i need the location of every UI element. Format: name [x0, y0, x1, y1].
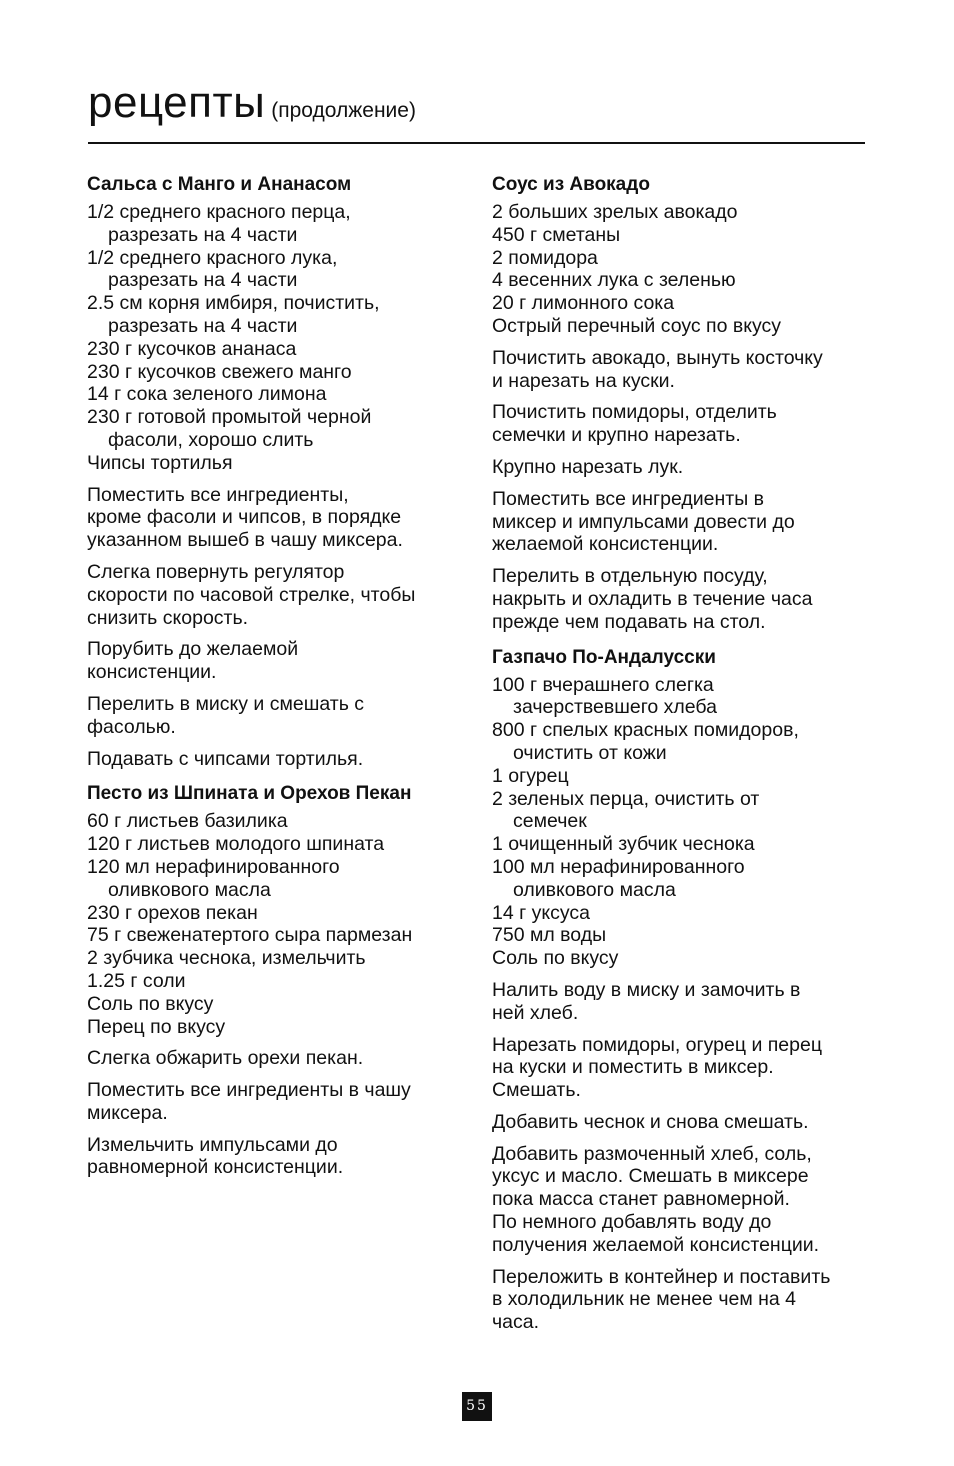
instruction-step: Порубить до желаемой консистенции. — [87, 638, 299, 684]
ingredient-item: 1.25 г соли — [87, 969, 186, 992]
ingredient-item: Перец по вкусу — [87, 1015, 226, 1038]
instruction-step: Добавить чеснок и снова смешать. — [492, 1110, 809, 1133]
ingredient-item: 100 мл нерафинированного оливкового масла — [492, 855, 745, 901]
ingredient-item: Соль по вкусу — [87, 992, 214, 1015]
ingredient-list — [87, 810, 472, 1038]
instruction-step: Перелить в миску и смешать с фасолью. — [87, 692, 365, 738]
recipe-salsa — [87, 173, 472, 770]
instruction-step: Почистить авокадо, вынуть косточку и нарезать на куски. — [492, 346, 823, 392]
instruction-list — [492, 979, 877, 1334]
instruction-step: Переложить в контейнер и поставить в холодильник не менее чем на 4 часа. — [492, 1265, 831, 1334]
ingredient-item: 800 г спелых красных помидоров, очистить от кожи — [492, 719, 799, 764]
ingredient-item: 2 зеленых перца, очистить от семечек — [492, 787, 760, 833]
ingredient-item: 60 г листьев базилика — [87, 810, 288, 833]
ingredient-item: 14 г сока зеленого лимона — [87, 383, 327, 406]
instruction-step: Налить воду в миску и замочить в ней хлеб. — [492, 978, 801, 1024]
ingredient-item: 230 г кусочков свежего манго — [87, 360, 352, 383]
instruction-step: Подавать с чипсами тортилья. — [87, 747, 364, 770]
ingredient-item: 1 огурец — [492, 764, 569, 787]
ingredient-item: 450 г сметаны — [492, 223, 621, 246]
page-title: рецепты — [88, 78, 266, 127]
instruction-list — [492, 347, 877, 634]
instruction-step: Поместить все ингредиенты в миксер и импульсами довести до желаемой консистенции. — [492, 487, 795, 556]
page-subtitle: (продолжение) — [271, 99, 416, 122]
instruction-step: Измельчить импульсами до равномерной консистенции. — [87, 1133, 344, 1179]
ingredient-item: Чипсы тортилья — [87, 451, 233, 474]
instruction-step: Слегка обжарить орехи пекан. — [87, 1047, 364, 1070]
ingredient-item: 20 г лимонного сока — [492, 292, 675, 315]
recipe-title: Сальса с Манго и Ананасом — [87, 174, 352, 195]
instruction-step: Слегка повернуть регулятор скорости по часовой стрелке, чтобы снизить скорость. — [87, 560, 416, 629]
ingredient-item: 14 г уксуса — [492, 901, 591, 924]
ingredient-item: 2 помидора — [492, 246, 598, 269]
ingredient-list — [492, 674, 877, 970]
ingredient-item: 75 г свеженатертого сыра пармезан — [87, 924, 413, 947]
right-column — [492, 173, 877, 1334]
recipe-title: Соус из Авокадо — [492, 174, 650, 195]
ingredient-item: 1/2 среднего красного перца, разрезать на 4 части — [87, 201, 351, 246]
ingredient-item: Острый перечный соус по вкусу — [492, 314, 781, 337]
ingredient-item: 120 мл нерафинированного оливкового масла — [87, 855, 340, 901]
ingredient-item: 230 г орехов пекан — [87, 901, 258, 924]
instruction-step: Добавить размоченный хлеб, соль, уксус и масло. Смешать в миксере пока масса станет равномерной. По немного добавлять воду до получения желаемой консистенции. — [492, 1142, 820, 1256]
ingredient-item: 120 г листьев молодого шпината — [87, 833, 385, 856]
recipe-gazpacho — [492, 646, 877, 1335]
recipe-avocado — [492, 173, 877, 634]
ingredient-item: 750 мл воды — [492, 924, 607, 947]
instruction-step: Нарезать помидоры, огурец и перец на куски и поместить в миксер. Смешать. — [492, 1033, 823, 1102]
instruction-step: Перелить в отдельную посуду, накрыть и охладить в течение часа прежде чем подавать на стол. — [492, 565, 813, 633]
left-column — [87, 173, 472, 1179]
recipe-title: Песто из Шпината и Орехов Пекан — [87, 783, 412, 805]
page-header — [88, 78, 865, 144]
ingredient-item: 2.5 см корня имбиря, почистить, разрезать на 4 части — [87, 292, 380, 337]
page-number: 55 — [462, 1392, 492, 1421]
ingredient-list — [87, 201, 472, 475]
ingredient-item: 4 весенних лука с зеленью — [492, 269, 736, 292]
ingredient-list — [492, 201, 877, 338]
ingredient-item: 1 очищенный зубчик чеснока — [492, 833, 755, 856]
ingredient-item: 1/2 среднего красного лука, разрезать на 4 части — [87, 246, 338, 292]
instruction-step: Поместить все ингредиенты в чашу миксера. — [87, 1079, 411, 1124]
instruction-step: Поместить все ингредиенты, кроме фасоли и чипсов, в порядке указанном вышеб в чашу миксера. — [87, 483, 403, 552]
instruction-list — [87, 484, 472, 771]
ingredient-item: 100 г вчерашнего слегка зачерствевшего хлеба — [492, 673, 717, 719]
instruction-list — [87, 1047, 472, 1179]
ingredient-item: 2 больших зрелых авокадо — [492, 201, 738, 223]
recipe-pesto — [87, 782, 472, 1179]
instruction-step: Крупно нарезать лук. — [492, 455, 684, 478]
ingredient-item: 2 зубчика чеснока, измельчить — [87, 947, 366, 970]
ingredient-item: 230 г кусочков ананаса — [87, 337, 297, 360]
ingredient-item: Соль по вкусу — [492, 947, 619, 970]
instruction-step: Почистить помидоры, отделить семечки и крупно нарезать. — [492, 401, 777, 447]
recipe-title: Газпачо По-Андалусски — [492, 646, 716, 668]
ingredient-item: 230 г готовой промытой черной фасоли, хорошо слить — [87, 406, 372, 451]
